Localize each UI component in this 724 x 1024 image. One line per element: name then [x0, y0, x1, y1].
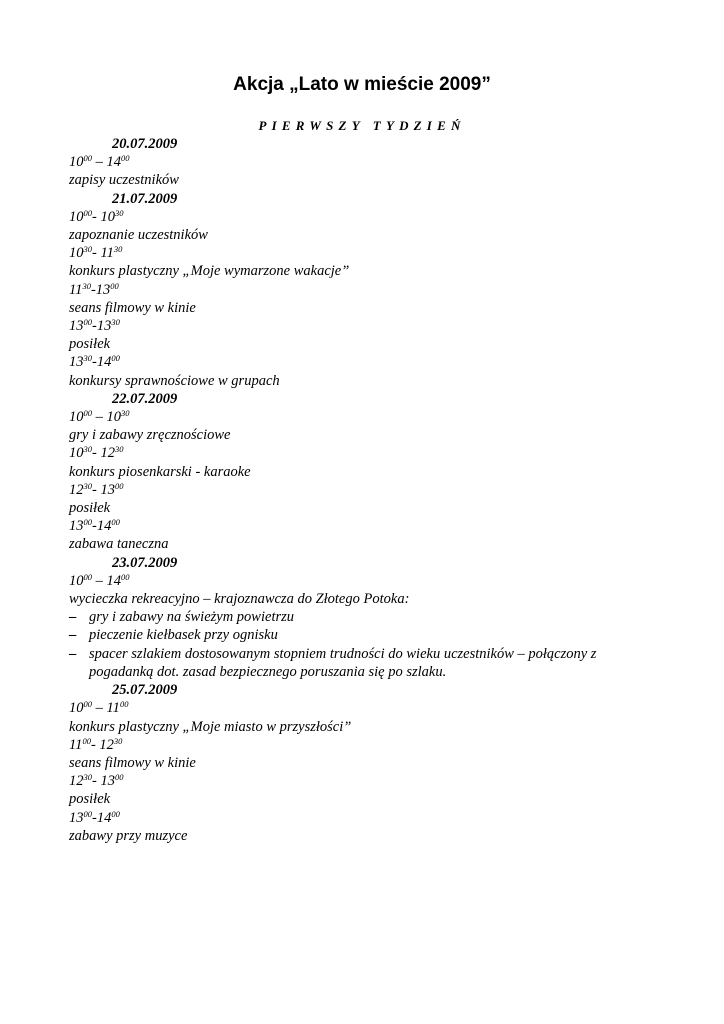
time-hour: 10: [69, 572, 84, 589]
time-hour: 13: [69, 518, 84, 535]
time-minutes: 00: [121, 571, 130, 582]
activity-description: konkursy sprawnościowe w grupach: [69, 372, 280, 389]
time-hour: 13: [69, 318, 84, 335]
time-minutes: 00: [82, 735, 91, 746]
time-minutes: 30: [111, 317, 120, 328]
time-range: [69, 208, 669, 226]
activity-description: konkurs plastyczny „Moje wymarzone wakacje”: [69, 263, 350, 280]
bullet-dash: –: [69, 627, 77, 644]
time-minutes: 00: [110, 280, 119, 291]
time-hour: 11: [69, 736, 83, 753]
time-minutes: 30: [121, 408, 130, 419]
time-minutes: 30: [83, 444, 92, 455]
activity-description: gry i zabawy zręcznościowe: [69, 427, 231, 444]
activity-description: posiłek: [69, 336, 111, 353]
activity-description: zabawa taneczna: [69, 536, 169, 553]
time-hour: 11: [69, 281, 83, 298]
time-minutes: 30: [83, 353, 92, 364]
time-hour: - 11: [92, 245, 114, 262]
time-minutes: 00: [119, 699, 129, 710]
activity-description: seans filmowy w kinie: [69, 299, 196, 316]
time-minutes: 00: [83, 517, 92, 528]
activity-description: wycieczka rekreacyjno – krajoznawcza do Złotego Potoka:: [69, 591, 410, 608]
day-date: 21.07.2009: [112, 190, 178, 207]
time-minutes: 00: [83, 571, 92, 582]
time-hour: -14: [92, 354, 112, 371]
time-range: [69, 244, 669, 262]
activity-description: konkurs plastyczny „Moje miasto w przyszłości”: [69, 718, 352, 735]
time-minutes: 00: [111, 808, 120, 819]
time-minutes: 30: [83, 772, 92, 783]
time-range: [69, 736, 669, 754]
schedule-day: [69, 135, 669, 190]
activity-list-text: spacer szlakiem dostosowanym stopniem trudności do wieku uczestników – połączony z: [89, 645, 597, 662]
activity-description: konkurs piosenkarski - karaoke: [69, 463, 251, 480]
time-hour: - 13: [92, 773, 115, 790]
time-minutes: 00: [83, 317, 92, 328]
time-hour: 10: [69, 154, 84, 171]
bullet-dash: –: [69, 645, 77, 662]
time-hour: -13: [92, 318, 112, 335]
time-range: [69, 809, 669, 827]
day-date: 25.07.2009: [112, 682, 178, 699]
time-minutes: 30: [83, 244, 92, 255]
time-minutes: 30: [113, 244, 123, 255]
time-range: [69, 317, 669, 335]
time-minutes: 00: [111, 353, 120, 364]
time-hour: 13: [69, 809, 84, 826]
time-range: [69, 353, 669, 371]
schedule-day: [69, 554, 669, 681]
time-hour: - 12: [92, 445, 115, 462]
time-hour: -13: [90, 281, 111, 298]
time-range: [69, 572, 669, 590]
time-hour: – 11: [92, 700, 120, 717]
activity-list-text: gry i zabawy na świeżym powietrzu: [89, 609, 295, 626]
time-hour: 10: [69, 445, 84, 462]
activity-list-item: [69, 608, 669, 626]
time-range: [69, 281, 669, 299]
time-minutes: 00: [83, 808, 92, 819]
activity-description: posiłek: [69, 791, 111, 808]
time-range: [69, 481, 669, 499]
activity-description: seans filmowy w kinie: [69, 754, 196, 771]
activity-list-text: pogadanką dot. zasad bezpiecznego poruszania się po szlaku.: [89, 663, 447, 680]
time-range: [69, 699, 669, 717]
activity-list-text: pieczenie kiełbasek przy ognisku: [89, 627, 278, 644]
activity-list-item: [69, 645, 669, 681]
time-range: [69, 408, 669, 426]
time-hour: - 12: [90, 736, 114, 753]
day-date: 22.07.2009: [112, 390, 178, 407]
time-minutes: 30: [114, 207, 124, 218]
day-date: 20.07.2009: [112, 136, 178, 152]
activity-list-item: [69, 626, 669, 644]
time-hour: 12: [69, 481, 84, 498]
time-hour: 10: [69, 409, 84, 426]
time-minutes: 00: [83, 153, 92, 164]
activity-description: zapoznanie uczestników: [69, 227, 208, 244]
bullet-dash: –: [69, 609, 77, 626]
activity-description: zabawy przy muzyce: [69, 827, 188, 844]
time-hour: - 10: [92, 208, 115, 225]
activity-description: posiłek: [69, 500, 111, 517]
time-hour: – 14: [92, 154, 121, 171]
time-range: [69, 444, 669, 462]
time-minutes: 00: [114, 480, 124, 491]
time-minutes: 00: [83, 699, 92, 710]
time-range: [69, 772, 669, 790]
time-minutes: 00: [111, 517, 120, 528]
time-hour: 13: [69, 354, 84, 371]
time-minutes: 00: [83, 408, 92, 419]
time-minutes: 00: [83, 207, 92, 218]
time-hour: – 14: [92, 572, 121, 589]
activity-list: [69, 608, 669, 681]
time-hour: -14: [92, 809, 112, 826]
time-hour: 12: [69, 773, 84, 790]
time-minutes: 00: [121, 153, 130, 164]
time-minutes: 30: [113, 735, 123, 746]
time-hour: 10: [69, 245, 84, 262]
schedule-day: [69, 681, 669, 845]
time-hour: 10: [69, 700, 84, 717]
schedule-day: [69, 190, 669, 390]
time-hour: - 13: [92, 481, 115, 498]
activity-description: zapisy uczestników: [69, 172, 179, 189]
schedule: [69, 135, 669, 845]
time-hour: -14: [92, 518, 112, 535]
day-date: 23.07.2009: [112, 554, 178, 571]
time-minutes: 30: [83, 480, 92, 491]
time-minutes: 00: [114, 772, 124, 783]
schedule-day: [69, 390, 669, 554]
week-title: PIERWSZY TYDZIEŃ: [258, 118, 466, 133]
time-hour: – 10: [92, 409, 121, 426]
time-range: [69, 153, 669, 171]
time-minutes: 30: [82, 280, 91, 291]
document-title: Akcja „Lato w mieście 2009”: [233, 74, 491, 95]
time-range: [69, 517, 669, 535]
time-minutes: 30: [114, 444, 124, 455]
time-hour: 10: [69, 208, 84, 225]
